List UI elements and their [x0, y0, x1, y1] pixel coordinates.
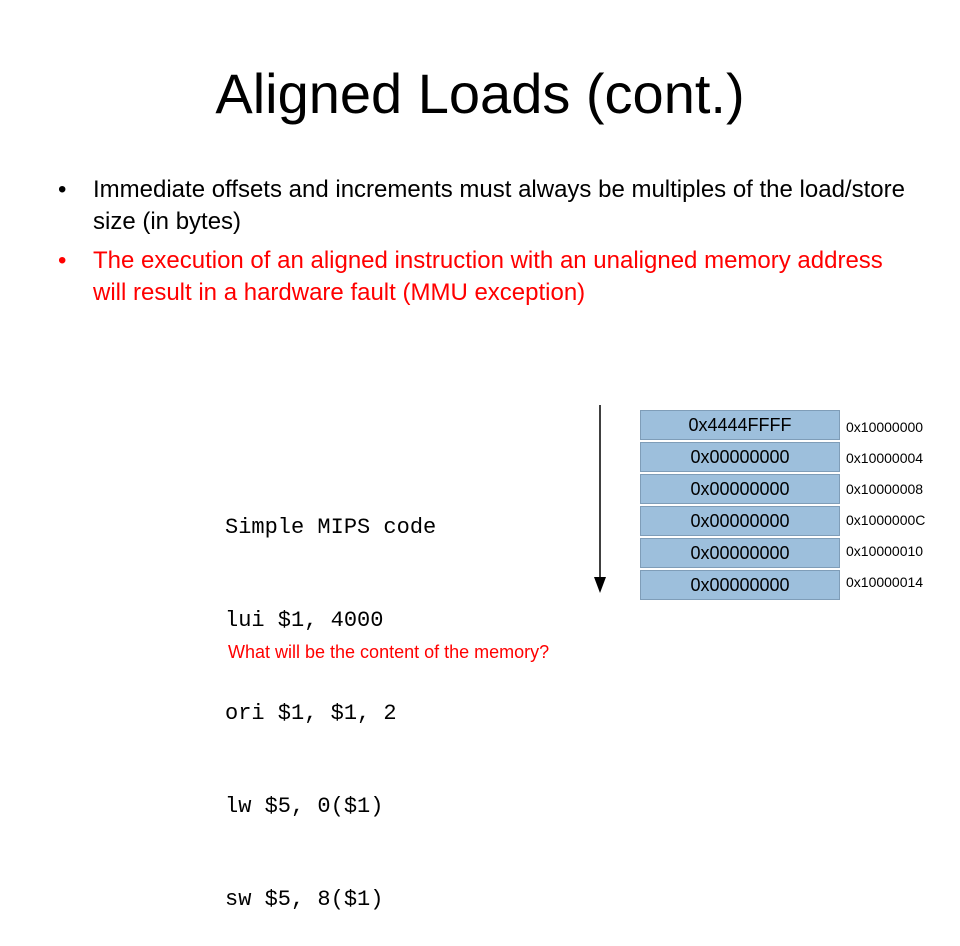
memory-address: 0x10000010 — [846, 543, 924, 559]
memory-cell: 0x00000000 — [640, 506, 840, 536]
bullet-dot-icon: • — [58, 247, 67, 274]
bullet-text: The execution of an aligned instruction with an unaligned memory address will result in a hardware fault (MMU exception) — [93, 247, 883, 306]
memory-address: 0x10000000 — [846, 419, 924, 435]
memory-cell: 0x00000000 — [640, 442, 840, 472]
slide-title: Aligned Loads (cont.) — [215, 62, 745, 125]
memory-cells — [640, 410, 840, 602]
mips-code-block — [225, 450, 436, 946]
code-line: lui $1, 4000 — [225, 608, 384, 633]
memory-address: 0x10000014 — [846, 574, 924, 590]
bullet-item — [58, 174, 918, 238]
code-line: Simple MIPS code — [225, 515, 437, 540]
memory-cell: 0x00000000 — [640, 474, 840, 504]
memory-address: 0x10000004 — [846, 450, 924, 466]
bullet-dot-icon: • — [58, 176, 67, 203]
bullet-list — [58, 174, 918, 316]
memory-address: 0x10000008 — [846, 481, 924, 497]
code-line: ori $1, $1, 2 — [225, 701, 397, 726]
memory-cell: 0x4444FFFF — [640, 410, 840, 440]
memory-addresses — [846, 412, 925, 598]
memory-address: 0x1000000C — [846, 512, 926, 528]
bullet-text: Immediate offsets and increments must always be multiples of the load/store size (in bytes) — [93, 176, 905, 235]
question-text: What will be the content of the memory? — [228, 642, 550, 662]
code-line: lw $5, 0($1) — [225, 794, 384, 819]
bullet-item — [58, 245, 918, 309]
memory-cell: 0x00000000 — [640, 538, 840, 568]
code-line: sw $5, 8($1) — [225, 887, 384, 912]
memory-cell: 0x00000000 — [640, 570, 840, 600]
down-arrow-icon — [588, 405, 612, 595]
